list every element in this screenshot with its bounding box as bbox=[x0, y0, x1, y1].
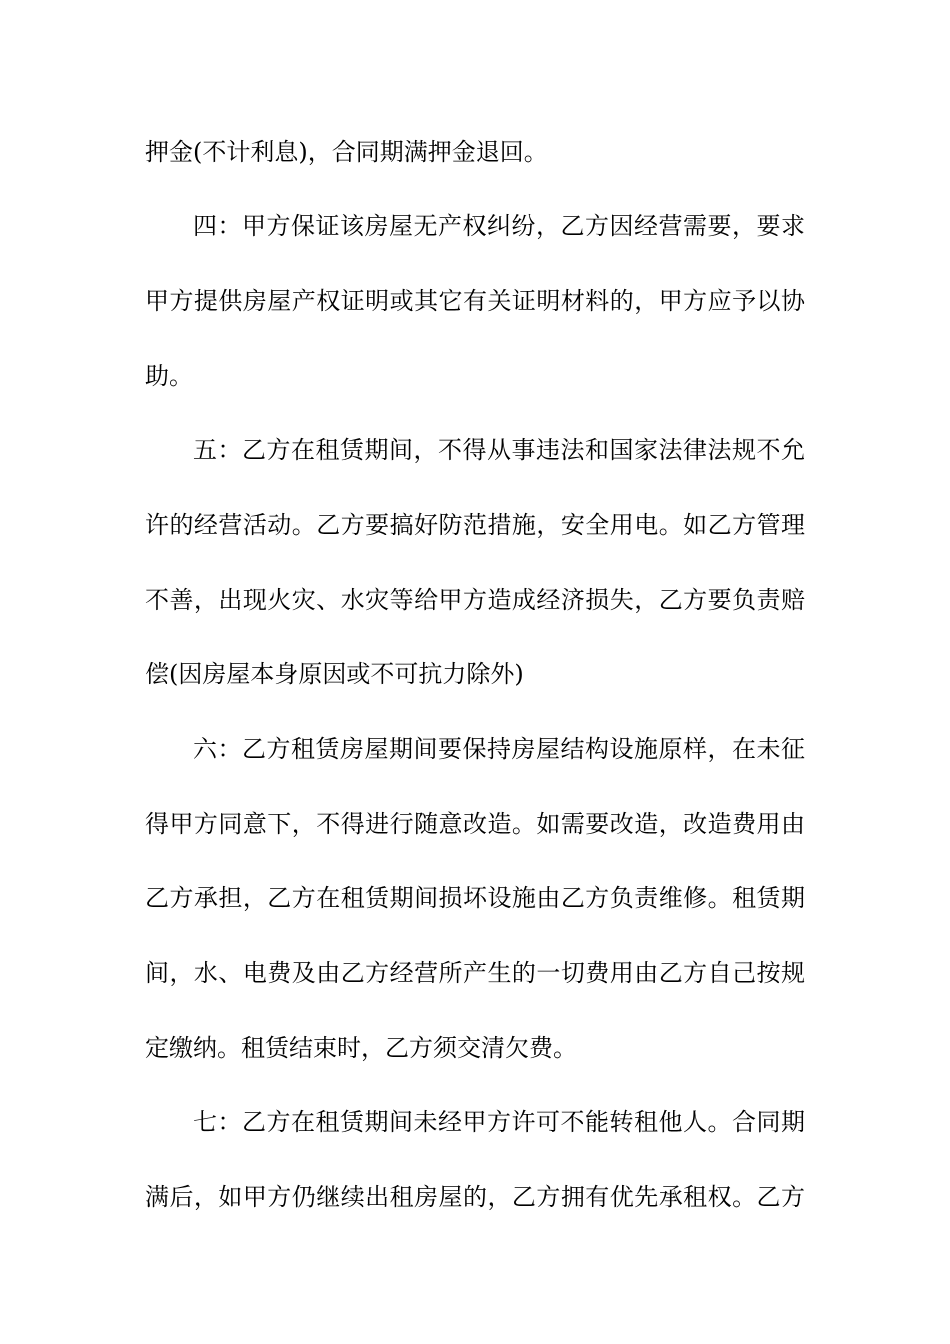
text-line: 满后，如甲方仍继续出租房屋的，乙方拥有优先承租权。乙方 bbox=[145, 1183, 805, 1211]
text-line: 押金(不计利息)，合同期满押金退回。 bbox=[145, 138, 548, 166]
clause-6-line: 六：乙方租赁房屋期间要保持房屋结构设施原样，在未征 bbox=[193, 735, 805, 763]
text-line: 助。 bbox=[145, 362, 193, 390]
clause-7-line: 七：乙方在租赁期间未经甲方许可不能转租他人。合同期 bbox=[193, 1108, 805, 1136]
text-line: 乙方承担，乙方在租赁期间损坏设施由乙方负责维修。租赁期 bbox=[145, 884, 805, 912]
text-line: 许的经营活动。乙方要搞好防范措施，安全用电。如乙方管理 bbox=[145, 511, 805, 539]
text-line: 甲方提供房屋产权证明或其它有关证明材料的，甲方应予以协 bbox=[145, 287, 805, 315]
clause-5-line: 五：乙方在租赁期间，不得从事违法和国家法律法规不允 bbox=[193, 436, 805, 464]
text-line: 偿(因房屋本身原因或不可抗力除外) bbox=[145, 660, 524, 688]
text-line: 得甲方同意下，不得进行随意改造。如需要改造，改造费用由 bbox=[145, 810, 805, 838]
text-line: 定缴纳。租赁结束时，乙方须交清欠费。 bbox=[145, 1034, 577, 1062]
text-line: 不善，出现火灾、水灾等给甲方造成经济损失，乙方要负责赔 bbox=[145, 586, 805, 614]
text-line: 间，水、电费及由乙方经营所产生的一切费用由乙方自己按规 bbox=[145, 959, 805, 987]
clause-4-line: 四：甲方保证该房屋无产权纠纷，乙方因经营需要，要求 bbox=[193, 212, 805, 240]
